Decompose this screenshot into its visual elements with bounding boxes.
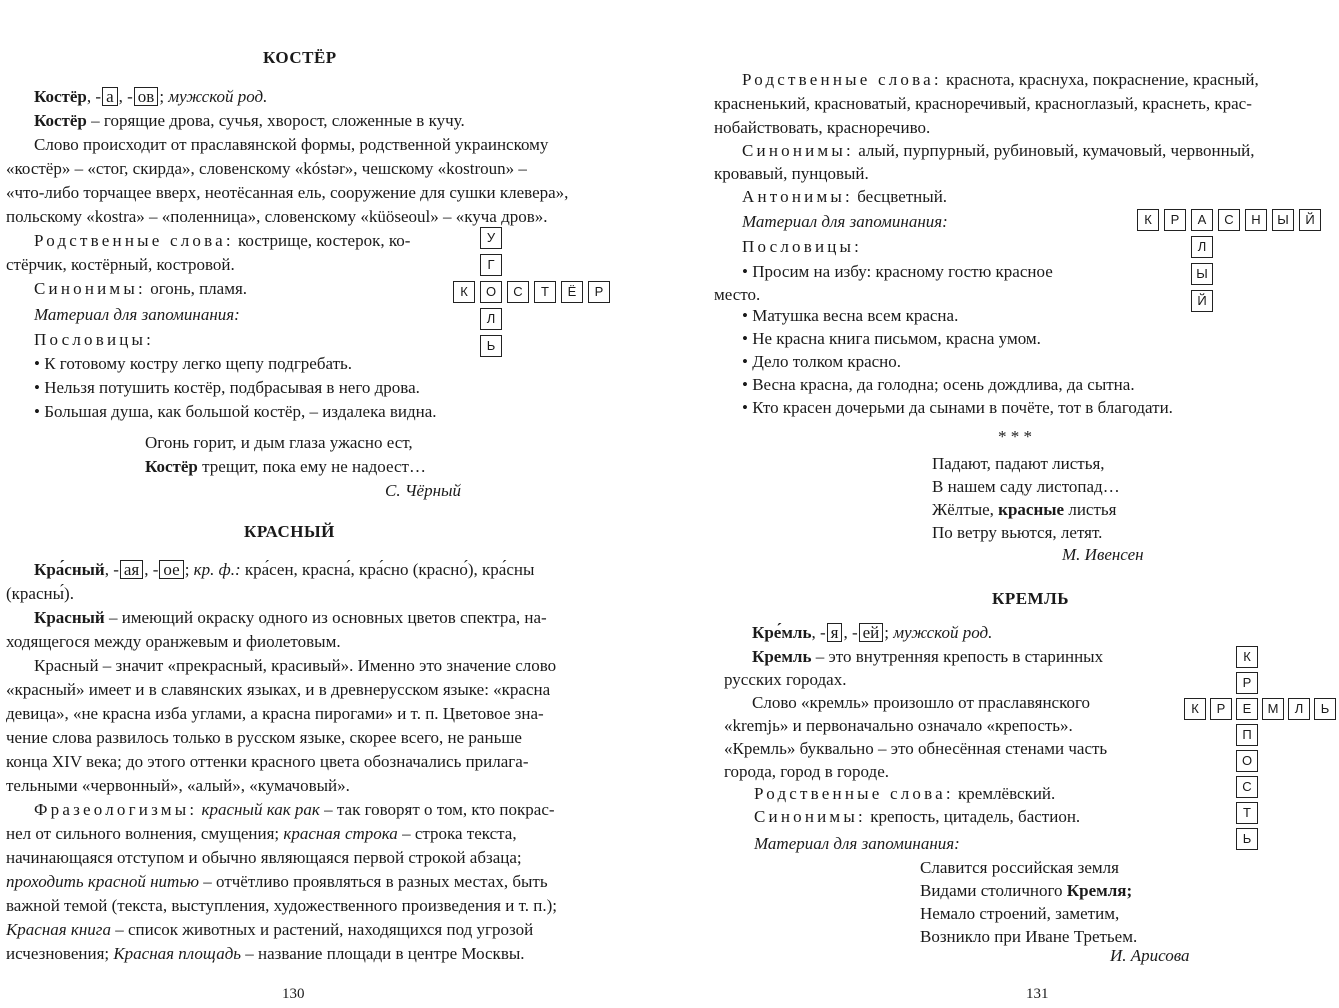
phraseology-line: важной темой (текста, выступления, художественного произведения и т. п.); <box>6 896 557 915</box>
proverb: • Дело толком красно. <box>742 352 902 371</box>
crossword-cell: Ы <box>1272 209 1294 231</box>
poem-line: Костёр трещит, пока ему не надоест… <box>145 457 426 476</box>
crossword-cell: С <box>1218 209 1240 231</box>
crossword-cell: П <box>1236 724 1258 746</box>
proverb: • Весна красна, да голодна; осень дождлива, да сытна. <box>742 375 1135 394</box>
ending-box: ое <box>159 560 183 579</box>
crossword-cell: Л <box>1288 698 1310 720</box>
crossword-cell: К <box>453 281 475 303</box>
ending-box: ей <box>859 623 884 642</box>
poem-author: М. Ивенсен <box>1062 545 1144 564</box>
krasny-definition: Красный – имеющий окраску одного из основных цветов спектра, на- <box>34 608 547 627</box>
crossword-cell: К <box>1236 646 1258 668</box>
crossword-cell: Й <box>1191 290 1213 312</box>
crossword-cell: Е <box>1236 698 1258 720</box>
proverb-cont: место. <box>714 285 761 304</box>
crossword-cell: Р <box>588 281 610 303</box>
headword: Костёр <box>34 87 87 106</box>
related-words-cont: красненький, красноватый, красноречивый, красноглазый, краснеть, крас- <box>714 94 1252 113</box>
krasny-text-line: чение слова развилось только в русском языке, скорее всего, не раньше <box>6 728 522 747</box>
kreml-definition-cont: русских городах. <box>724 670 847 689</box>
proverb: • Просим на избу: красному гостю красное <box>742 262 1053 281</box>
memo-label: Материал для запоминания: <box>742 212 948 231</box>
crossword-cell: Т <box>1236 802 1258 824</box>
etymology-line: «что-либо торчащее вверх, неотёсанная ель, сооружение для сушки клевера», <box>6 183 569 202</box>
gender-label: мужской род. <box>168 87 268 106</box>
related-words: Родственные слова: кремлёвский. <box>754 784 1056 803</box>
phraseology-line: Фразеологизмы: красный как рак – так говорят о том, кто покрас- <box>34 800 555 819</box>
poem-line: Падают, падают листья, <box>932 454 1105 473</box>
poem-line: Жёлтые, красные листья <box>932 500 1117 519</box>
crossword-cell: Н <box>1245 209 1267 231</box>
proverbs-label: Пословицы: <box>34 330 155 349</box>
phraseology-line: Красная книга – список животных и растений, находящихся под угрозой <box>6 920 534 939</box>
phraseology-line: исчезновения; Красная площадь – название площади в центре Москвы. <box>6 944 525 963</box>
kreml-definition: Кремль – это внутренняя крепость в старинных <box>752 647 1104 666</box>
phraseology-line: нел от сильного волнения, смущения; красная строка – строка текста, <box>6 824 517 843</box>
poem-line: Славится российская земля <box>920 858 1119 877</box>
ending-box: ов <box>134 87 159 106</box>
crossword-cell: Г <box>480 254 502 276</box>
crossword-cell: Л <box>1191 236 1213 258</box>
ending-box: а <box>102 87 118 106</box>
proverb: • Большая душа, как большой костёр, – издалека видна. <box>34 402 437 421</box>
crossword-cell: К <box>1184 698 1206 720</box>
ending-box: я <box>827 623 843 642</box>
etymology-line: польскому «kostra» – «поленница», словенскому «küöseoul» – «куча дров». <box>6 207 548 226</box>
crossword-cell: О <box>480 281 502 303</box>
phraseology-line: проходить красной нитью – отчётливо проявляться в разных местах, быть <box>6 872 548 891</box>
crossword-cell: Р <box>1236 672 1258 694</box>
kreml-ety-line: города, город в городе. <box>724 762 889 781</box>
related-words-cont: стёрчик, костёрный, костровой. <box>6 255 235 274</box>
krasny-text-line: девица», «не красна изба углами, а красна пирогами» и т. п. Цветовое зна- <box>6 704 544 723</box>
crossword-cell: Р <box>1164 209 1186 231</box>
etymology-line: Слово происходит от праславянской формы, родственной украинскому <box>34 135 549 154</box>
poem-line: Немало строений, заметим, <box>920 904 1120 923</box>
crossword-cell: О <box>1236 750 1258 772</box>
krasny-header-cont: (красны́). <box>6 584 74 603</box>
related-words-cont: нобайствовать, красноречиво. <box>714 118 931 137</box>
entry-title-krasny: КРАСНЫЙ <box>244 522 335 541</box>
synonyms-cont: кровавый, пунцовый. <box>714 164 869 183</box>
proverb: • Нельзя потушить костёр, подбрасывая в него дрова. <box>34 378 420 397</box>
kreml-ety-line: Слово «кремль» произошло от праславянского <box>752 693 1091 712</box>
krasny-text-line: конца XIV века; до этого оттенки красного цвета обозначались прилага- <box>6 752 529 771</box>
crossword-cell: У <box>480 227 502 249</box>
related-words: Родственные слова: кострище, костерок, ко- <box>34 231 411 250</box>
kreml-ety-line: «kremjь» и первоначально означало «крепость». <box>724 716 1073 735</box>
crossword-cell: Ы <box>1191 263 1213 285</box>
poem-line: Возникло при Иване Третьем. <box>920 927 1138 946</box>
crossword-cell: Ь <box>480 335 502 357</box>
kreml-header: Кре́мль, - я , - ей ; мужской род. <box>752 623 993 642</box>
antonyms: Антонимы: бесцветный. <box>742 187 948 206</box>
koster-header: Костёр, - а , - ов ; мужской род. <box>34 87 268 106</box>
poem-line: В нашем саду листопад… <box>932 477 1120 496</box>
stars-divider: * * * <box>998 427 1032 446</box>
etymology-line: «костёр» – «стог, скирда», словенскому «kóstər», чешскому «kostroun» – <box>6 159 527 178</box>
synonyms: Синонимы: алый, пурпурный, рубиновый, кумачовый, червонный, <box>742 141 1255 160</box>
poem-line: По ветру вьются, летят. <box>932 523 1103 542</box>
proverb: • К готовому костру легко щепу подгребать. <box>34 354 353 373</box>
crossword-cell: Ё <box>561 281 583 303</box>
crossword-cell: Ь <box>1314 698 1336 720</box>
proverb: • Кто красен дочерьми да сынами в почёте, тот в благодати. <box>742 398 1173 417</box>
memo-label: Материал для запоминания: <box>754 834 960 853</box>
entry-title-kreml: КРЕМЛЬ <box>992 589 1070 608</box>
kreml-ety-line: «Кремль» буквально – это обнесённая стенами часть <box>724 739 1108 758</box>
synonyms: Синонимы: огонь, пламя. <box>34 279 248 298</box>
entry-title-koster: КОСТЁР <box>263 48 337 67</box>
krasny-text-line: «красный» имеет и в славянских языках, и в древнерусском языке: «красна <box>6 680 551 699</box>
proverb: • Матушка весна всем красна. <box>742 306 959 325</box>
crossword-cell: С <box>507 281 529 303</box>
poem-line: Огонь горит, и дым глаза ужасно ест, <box>145 433 413 452</box>
synonyms: Синонимы: крепость, цитадель, бастион. <box>754 807 1081 826</box>
crossword-cell: А <box>1191 209 1213 231</box>
related-words: Родственные слова: краснота, краснуха, покраснение, красный, <box>742 70 1259 89</box>
page-number: 130 <box>282 986 305 1002</box>
poem-author: С. Чёрный <box>385 481 462 500</box>
crossword-cell: Р <box>1210 698 1232 720</box>
crossword-cell: Й <box>1299 209 1321 231</box>
crossword-cell: Ь <box>1236 828 1258 850</box>
krasny-header: Кра́сный, - ая , - ое ; кр. ф.: кра́сен, красна́, кра́сно (красно́), кра́сны <box>34 560 535 579</box>
page-number: 131 <box>1026 986 1049 1002</box>
krasny-definition-cont: ходящегося между оранжевым и фиолетовым. <box>6 632 341 651</box>
crossword-cell: Т <box>534 281 556 303</box>
poem-author: И. Арисова <box>1110 946 1190 965</box>
crossword-cell: М <box>1262 698 1284 720</box>
crossword-cell: Л <box>480 308 502 330</box>
crossword-cell: К <box>1137 209 1159 231</box>
page-right <box>670 0 1339 1008</box>
proverb: • Не красна книга письмом, красна умом. <box>742 329 1041 348</box>
page-left <box>0 0 660 1008</box>
krasny-text-line: тельными «червонный», «алый», «кумачовый». <box>6 776 350 795</box>
krasny-text-line: Красный – значит «прекрасный, красивый». Именно это значение слово <box>34 656 557 675</box>
proverbs-label: Пословицы: <box>742 237 863 256</box>
koster-definition: Костёр – горящие дрова, сучья, хворост, сложенные в кучу. <box>34 111 465 130</box>
phraseology-line: начинающаяся отступом и обычно являющаяся первой строкой абзаца; <box>6 848 522 867</box>
crossword-cell: С <box>1236 776 1258 798</box>
poem-line: Видами столичного Кремля; <box>920 881 1133 900</box>
ending-box: ая <box>120 560 143 579</box>
memo-label: Материал для запоминания: <box>34 305 240 324</box>
